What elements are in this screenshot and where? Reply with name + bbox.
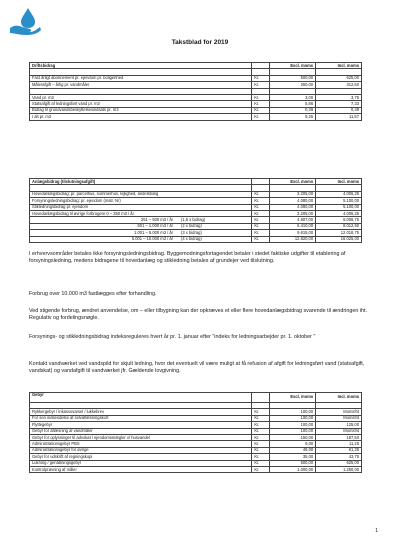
row-excl-value: 5,86 [270,101,316,107]
row-excl-value: 3.205,00 [270,191,316,197]
row-label: Fast årligt abonnement pr. ejendom pr. boligenhed [30,75,252,81]
row-incl-value: 43,75 [316,454,362,460]
row-incl-value: 125,00 [316,422,362,428]
row-unit: Kr. [252,460,270,466]
row-unit: Kr. [252,230,270,236]
paragraph-kontakt: Kontakt vandværket ved vandspild for skjult ledning, hvor det eventuelt vil være muligt at få refusion af afgift for ledningsført vand (statsafgift, vandskat) og vandafgift til vandværket jfr. Gældende lovgivning. [29,361,365,375]
row-incl-value: 61,25 [316,447,362,453]
row-incl-value: 625,00 [316,75,362,81]
row-label: Bidrag til grundvandsbeskyttelsesindsats pr. m3 [30,107,252,113]
row-unit: Kr. [252,466,270,472]
row-label: Hovedanlægsbidrag: pr. parcelhus, sommerhus, lejlighed, andelsbolig [30,191,252,197]
section-heading: Driftsbidrag [30,63,252,69]
col-incl-header: Incl. moms [316,179,362,185]
page-number: 1 [375,528,378,534]
row-incl-value: 11,25 [316,441,362,447]
row-incl-value: 5.100,00 [316,204,362,210]
row-incl-value: 0,49 [316,107,362,113]
row-label: Stikledningsbidrag pr. ejendom [30,204,252,210]
table-header-row [30,393,362,403]
row-label: Flyttegebyr [30,422,252,428]
row-label: 501 – 1.000 m3 / år [30,223,180,229]
row-unit: Kr. [252,441,270,447]
paragraph-indeks: Forsynings- og stikledningsbidrag indeksreguleres hvert år pr. 1. januar efter "indeks for ledningsarbejder pr. 1. oktober " [29,334,316,340]
table-row [30,466,362,472]
row-incl-value: 187,50 [316,434,362,440]
row-excl-value: 1.000,00 [270,466,316,472]
row-unit: Kr. [252,107,270,113]
row-incl-value: 625,00 [316,460,362,466]
row-label: Administrationsgebyr for øvrige [30,447,252,453]
gebyr-table [29,392,362,473]
row-label: Vand pr. m3 [30,94,252,100]
row-label: Gebyr for udskrift af regningskopi [30,454,252,460]
col-excl-header: Excl. moms [270,63,316,69]
row-excl-value: 49,00 [270,447,316,453]
row-label: Kontrolprøvning af måler [30,466,252,472]
row-unit: Kr. [252,75,270,81]
row-label: Rykkergebyr / inkassovarsel / lukkebrev [30,409,252,415]
row-excl-value: 4.080,00 [270,204,316,210]
row-excl-value: 12.820,00 [270,236,316,242]
row-excl-value: 100,00 [270,415,316,421]
row-unit: Kr. [252,447,270,453]
row-excl-value: 100,00 [270,409,316,415]
row-excl-value: 6.410,00 [270,223,316,229]
row-unit: Kr. [252,204,270,210]
row-unit: Kr. [252,415,270,421]
row-incl-value: Momsfrit [316,409,362,415]
row-incl-value: 16.025,00 [316,236,362,242]
page-title: Takstblad for 2019 [171,39,229,46]
row-unit: Kr. [252,428,270,434]
row-incl-value: 1.250,00 [316,466,362,472]
row-unit: Kr. [252,236,270,242]
row-label: Hovedanlægsbidrag til øvrige forbrugere 0 – 250 m3 / år [30,210,252,216]
row-label: Statsafgift af ledningsført vand pr. m3 [30,101,252,107]
row-incl-value: 4.006,25 [316,210,362,216]
row-multiplier: (1,5 x bidrag) [179,217,252,223]
row-excl-value: 500,00 [270,460,316,466]
row-unit: Kr. [252,82,270,88]
row-label: Gebyr for oplysninger til advokat / ejendomsmægler v/ husvandel [30,434,252,440]
row-incl-value: 8.012,50 [316,223,362,229]
col-excl-header: Excl. moms [270,179,316,185]
row-incl-value: 3,75 [316,94,362,100]
row-unit: Kr. [252,94,270,100]
section-heading: Anlægsbidrag (tilslutningsafgift) [30,179,252,185]
row-label: Forsyningsledningsbidrag: pr. ejendom (matr. Nr) [30,198,252,204]
row-incl-value: 11,57 [316,114,362,120]
row-unit: Kr. [252,434,270,440]
row-excl-value: 9.615,00 [270,230,316,236]
row-label: Gebyr for aflæsning af vandmåler [30,428,252,434]
row-label: Administrationsgebyr PBS [30,441,252,447]
col-excl-header: Excl. moms [270,393,316,403]
water-drop-hand-icon [8,6,42,36]
row-unit: Kr. [252,191,270,197]
table-row [30,236,362,242]
row-unit: Kr. [252,223,270,229]
row-unit: Kr. [252,422,270,428]
row-multiplier: (4 x bidrag) [179,236,252,242]
driftsbidrag-table [29,62,362,121]
row-unit: Kr. [252,210,270,216]
row-excl-value: 9,00 [270,441,316,447]
row-incl-value: 6.008,75 [316,217,362,223]
row-incl-value: 312,50 [316,82,362,88]
row-excl-value: 9,25 [270,114,316,120]
paragraph-stigende: Ved stigende forbrug, ændret anvendelse, om – eller tilbygning kan der opkræves et eller flere hovedanlægsbidrag svarende til ændringen iht. Regulativ og fordelingsnøgle. [29,308,368,322]
row-label: Målerafgift – årlig pr. vandmåler [30,82,252,88]
row-unit: Kr. [252,198,270,204]
row-excl-value: 500,00 [270,75,316,81]
row-excl-value: 4.807,00 [270,217,316,223]
anlaegsbidrag-table [29,178,362,243]
section-heading: Gebyr [30,393,252,403]
row-label: 251 – 500 m3 / år [30,217,180,223]
row-incl-value: Momsfrit [316,428,362,434]
row-label: For sen indsendelse af selvaflæsningskort [30,415,252,421]
row-unit: Kr. [252,454,270,460]
row-excl-value: 100,00 [270,422,316,428]
paragraph-erhverv: I erhvervsområder betales ikke forsyningsledningsbidrag. Byggemodningsfortagendet betaler i stedet faktiske udgifter til etablering af forsyningsledning, medens bidragene til hovedanlæg og stikledning betales af grundejer ved tilslutning. [29,251,346,265]
row-label: 5.001 – 10.000 m3 / år [30,236,180,242]
col-incl-header: Incl. moms [316,63,362,69]
row-excl-value: 35,00 [270,454,316,460]
row-excl-value: 150,00 [270,434,316,440]
row-incl-value: Momsfrit [316,415,362,421]
row-excl-value: 100,00 [270,428,316,434]
row-unit: Kr. [252,217,270,223]
row-incl-value: 12.018,75 [316,230,362,236]
paragraph-forbrug: Forbrug over 10.000 m3 fastlægges efter forhandling. [29,291,157,297]
row-excl-value: 250,00 [270,82,316,88]
row-multiplier: (2 x bidrag) [179,223,252,229]
row-incl-value: 7,33 [316,101,362,107]
row-excl-value: 3,00 [270,94,316,100]
row-unit: Kr. [252,114,270,120]
row-excl-value: 4.080,00 [270,198,316,204]
row-incl-value: 5.100,00 [316,198,362,204]
row-label: I alt pr. m3 [30,114,252,120]
row-label: 1.001 – 5.000 m3 / år [30,230,180,236]
row-incl-value: 4.006,25 [316,191,362,197]
table-row [30,114,362,120]
row-label: Lukning / genåbningsgebyr [30,460,252,466]
col-incl-header: Incl. moms [316,393,362,403]
row-excl-value: 3.205,00 [270,210,316,216]
row-excl-value: 0,39 [270,107,316,113]
row-multiplier: (3 x bidrag) [179,230,252,236]
row-unit: Kr. [252,101,270,107]
row-unit: Kr. [252,409,270,415]
